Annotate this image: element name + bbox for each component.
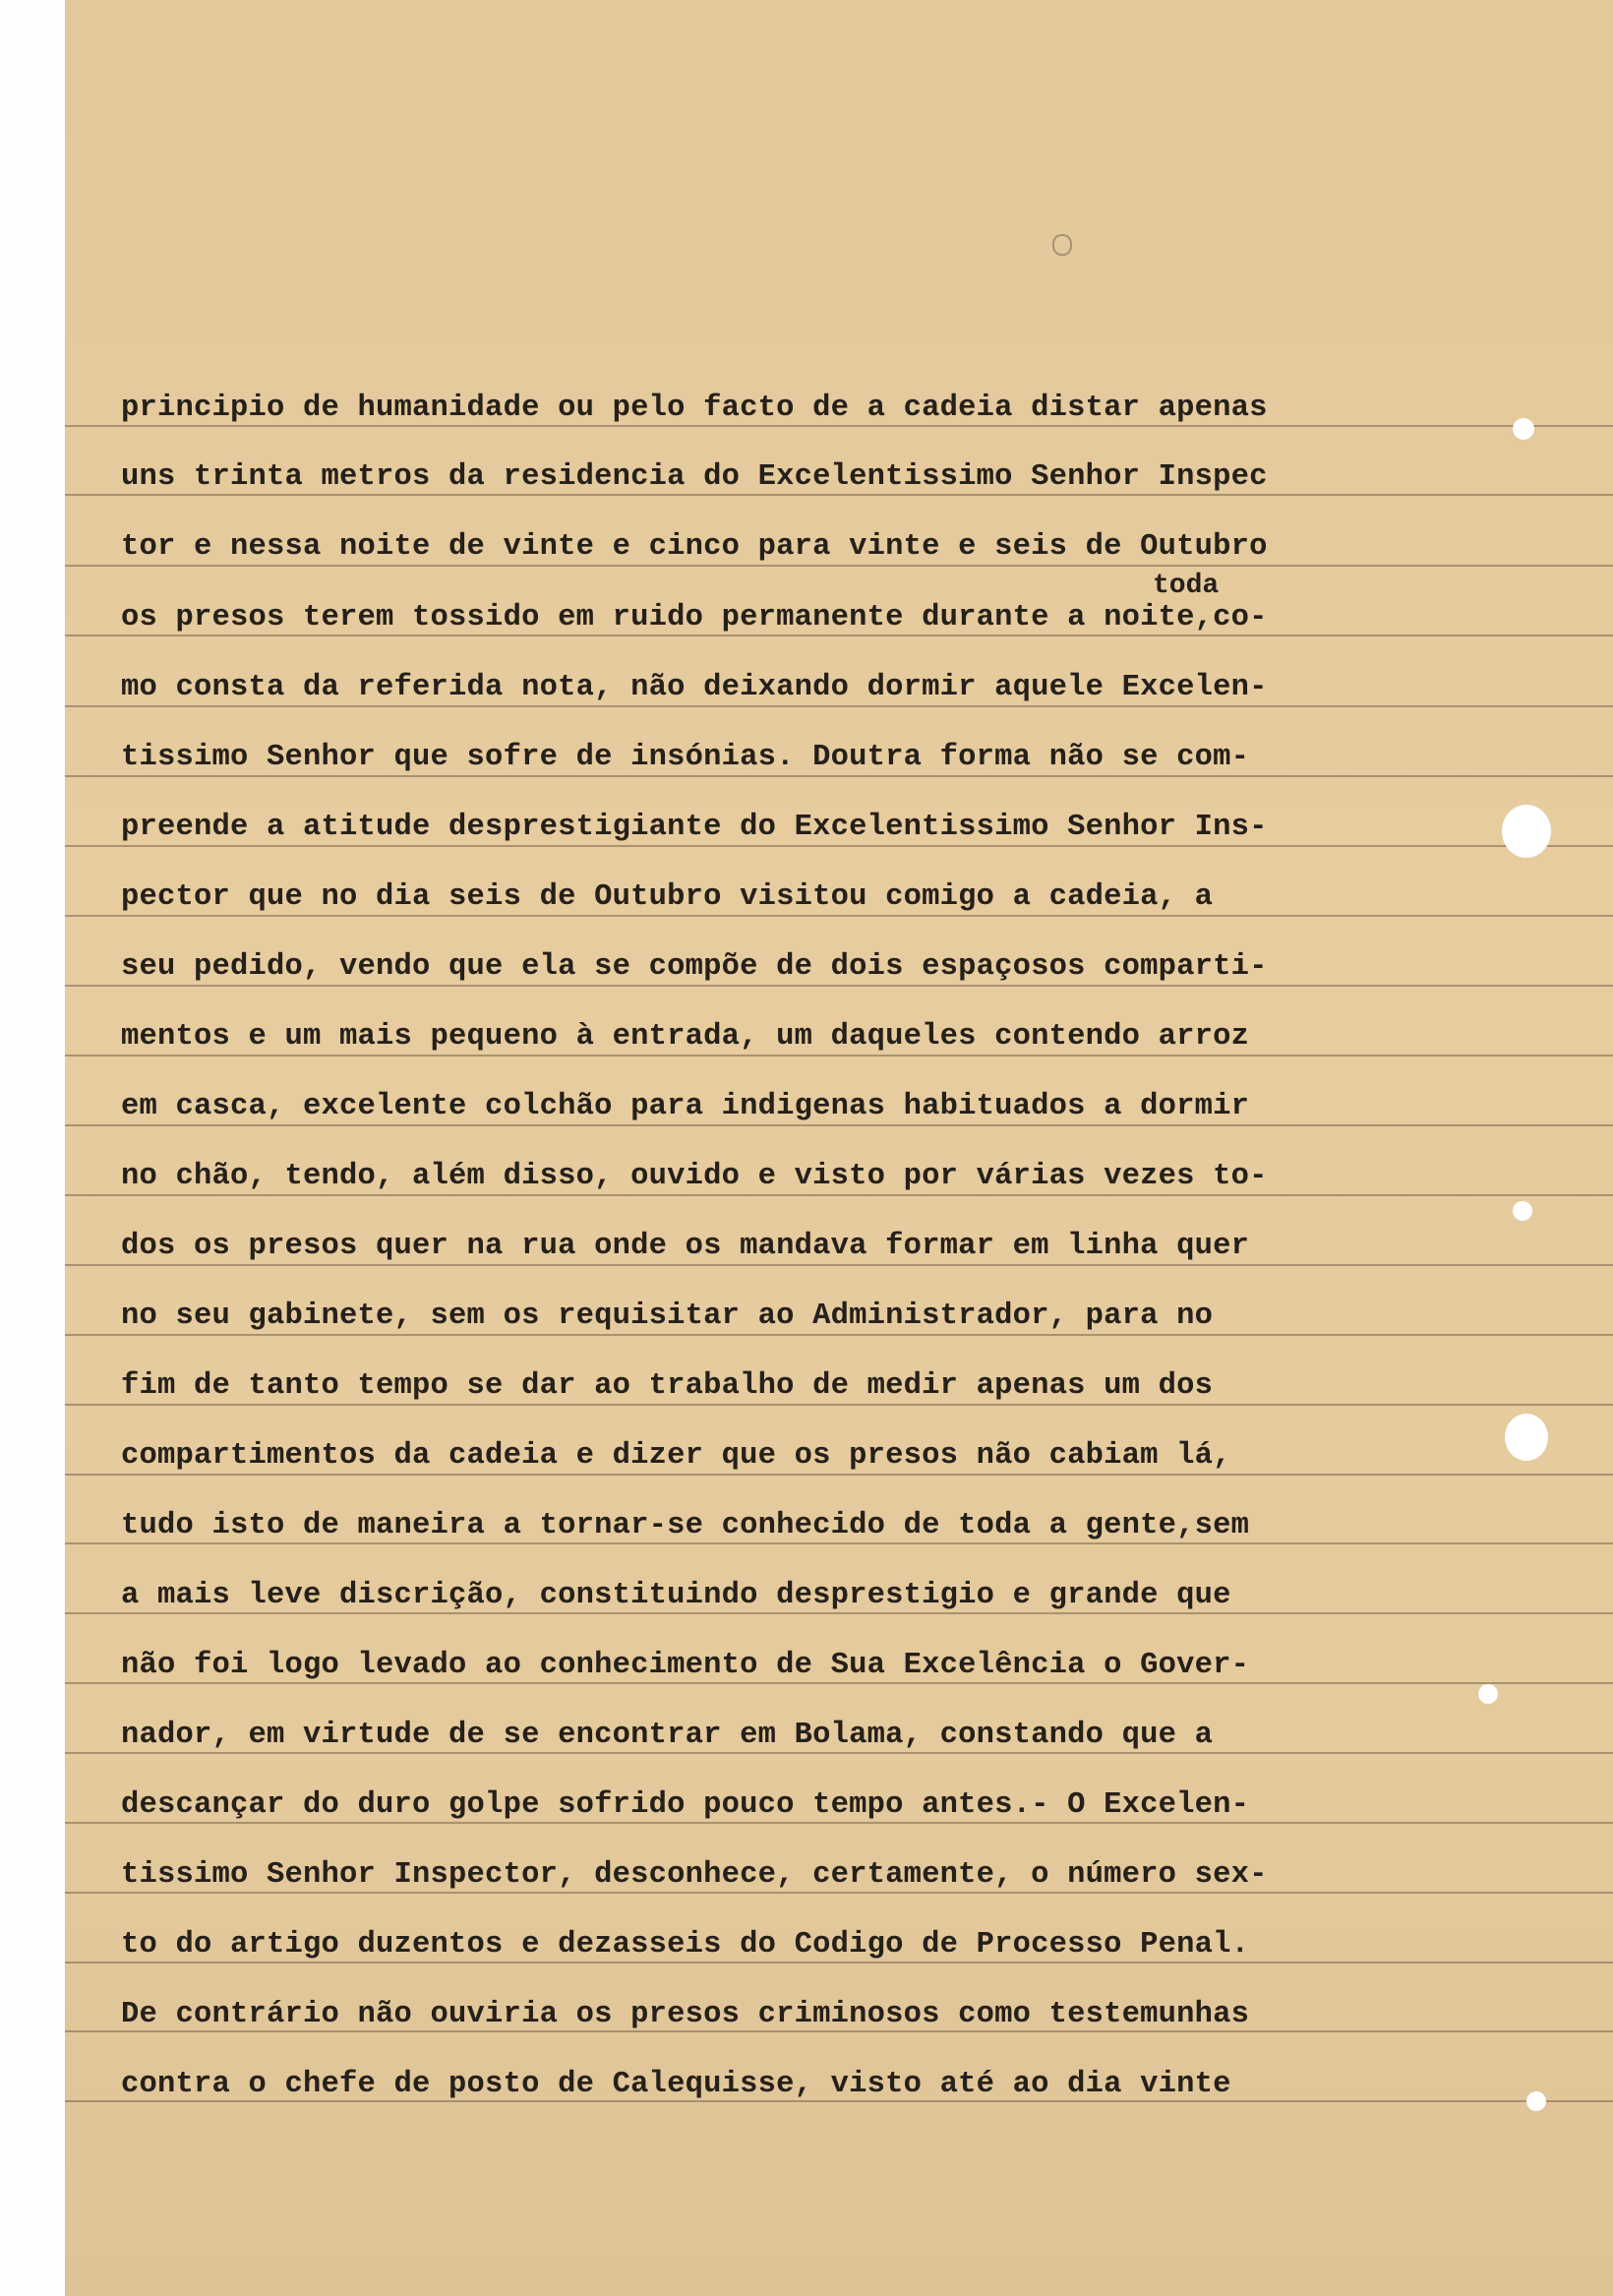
- text-line: seu pedido, vendo que ela se compõe de dois espaçosos comparti-: [121, 950, 1268, 984]
- text-line: tudo isto de maneira a tornar-se conhecido de toda a gente,sem: [121, 1509, 1250, 1542]
- binding-hole: [1513, 1201, 1532, 1221]
- text-line: tor e nessa noite de vinte e cinco para vinte e seis de Outubro: [121, 530, 1268, 564]
- text-line: nador, em virtude de se encontrar em Bolama, constando que a: [121, 1719, 1214, 1752]
- binding-hole: [1513, 418, 1534, 440]
- text-line: De contrário não ouviria os presos criminosos como testemunhas: [121, 1998, 1250, 2031]
- text-line: não foi logo levado ao conhecimento de Sua Excelência o Gover-: [121, 1649, 1250, 1682]
- text-line: fim de tanto tempo se dar ao trabalho de medir apenas um dos: [121, 1369, 1214, 1403]
- text-line: tissimo Senhor Inspector, desconhece, certamente, o número sex-: [121, 1858, 1268, 1892]
- text-line: pector que no dia seis de Outubro visitou comigo a cadeia, a: [121, 880, 1214, 914]
- binding-hole: [1478, 1684, 1498, 1704]
- text-line: tissimo Senhor que sofre de insónias. Doutra forma não se com-: [121, 741, 1250, 774]
- text-line: os presos terem tossido em ruido permanente durante a noite,co-: [121, 601, 1268, 634]
- text-line: a mais leve discrição, constituindo desprestigio e grande que: [121, 1579, 1231, 1612]
- text-line: em casca, excelente colchão para indigenas habituados a dormir: [121, 1090, 1250, 1123]
- punch-hole: [1502, 805, 1551, 858]
- punch-hole: [1505, 1414, 1548, 1461]
- text-line: mo consta da referida nota, não deixando dormir aquele Excelen-: [121, 671, 1268, 704]
- text-line: contra o chefe de posto de Calequisse, visto até ao dia vinte: [121, 2068, 1231, 2101]
- text-line: preende a atitude desprestigiante do Excelentissimo Senhor Ins-: [121, 811, 1268, 844]
- text-line: mentos e um mais pequeno à entrada, um daqueles contendo arroz: [121, 1020, 1250, 1054]
- text-line: dos os presos quer na rua onde os mandava formar em linha quer: [121, 1230, 1250, 1263]
- binding-hole: [1526, 2091, 1546, 2111]
- page-mark: [1052, 234, 1072, 256]
- text-line: no chão, tendo, além disso, ouvido e visto por várias vezes to-: [121, 1160, 1268, 1193]
- interlinear-insertion: toda: [1153, 571, 1220, 601]
- text-line: uns trinta metros da residencia do Excelentissimo Senhor Inspec: [121, 460, 1268, 494]
- text-line: no seu gabinete, sem os requisitar ao Administrador, para no: [121, 1299, 1214, 1333]
- text-line: principio de humanidade ou pelo facto de a cadeia distar apenas: [121, 392, 1268, 425]
- text-line: descançar do duro golpe sofrido pouco tempo antes.- O Excelen-: [121, 1788, 1250, 1822]
- text-line: compartimentos da cadeia e dizer que os presos não cabiam lá,: [121, 1439, 1231, 1473]
- text-line: to do artigo duzentos e dezasseis do Codigo de Processo Penal.: [121, 1928, 1250, 1962]
